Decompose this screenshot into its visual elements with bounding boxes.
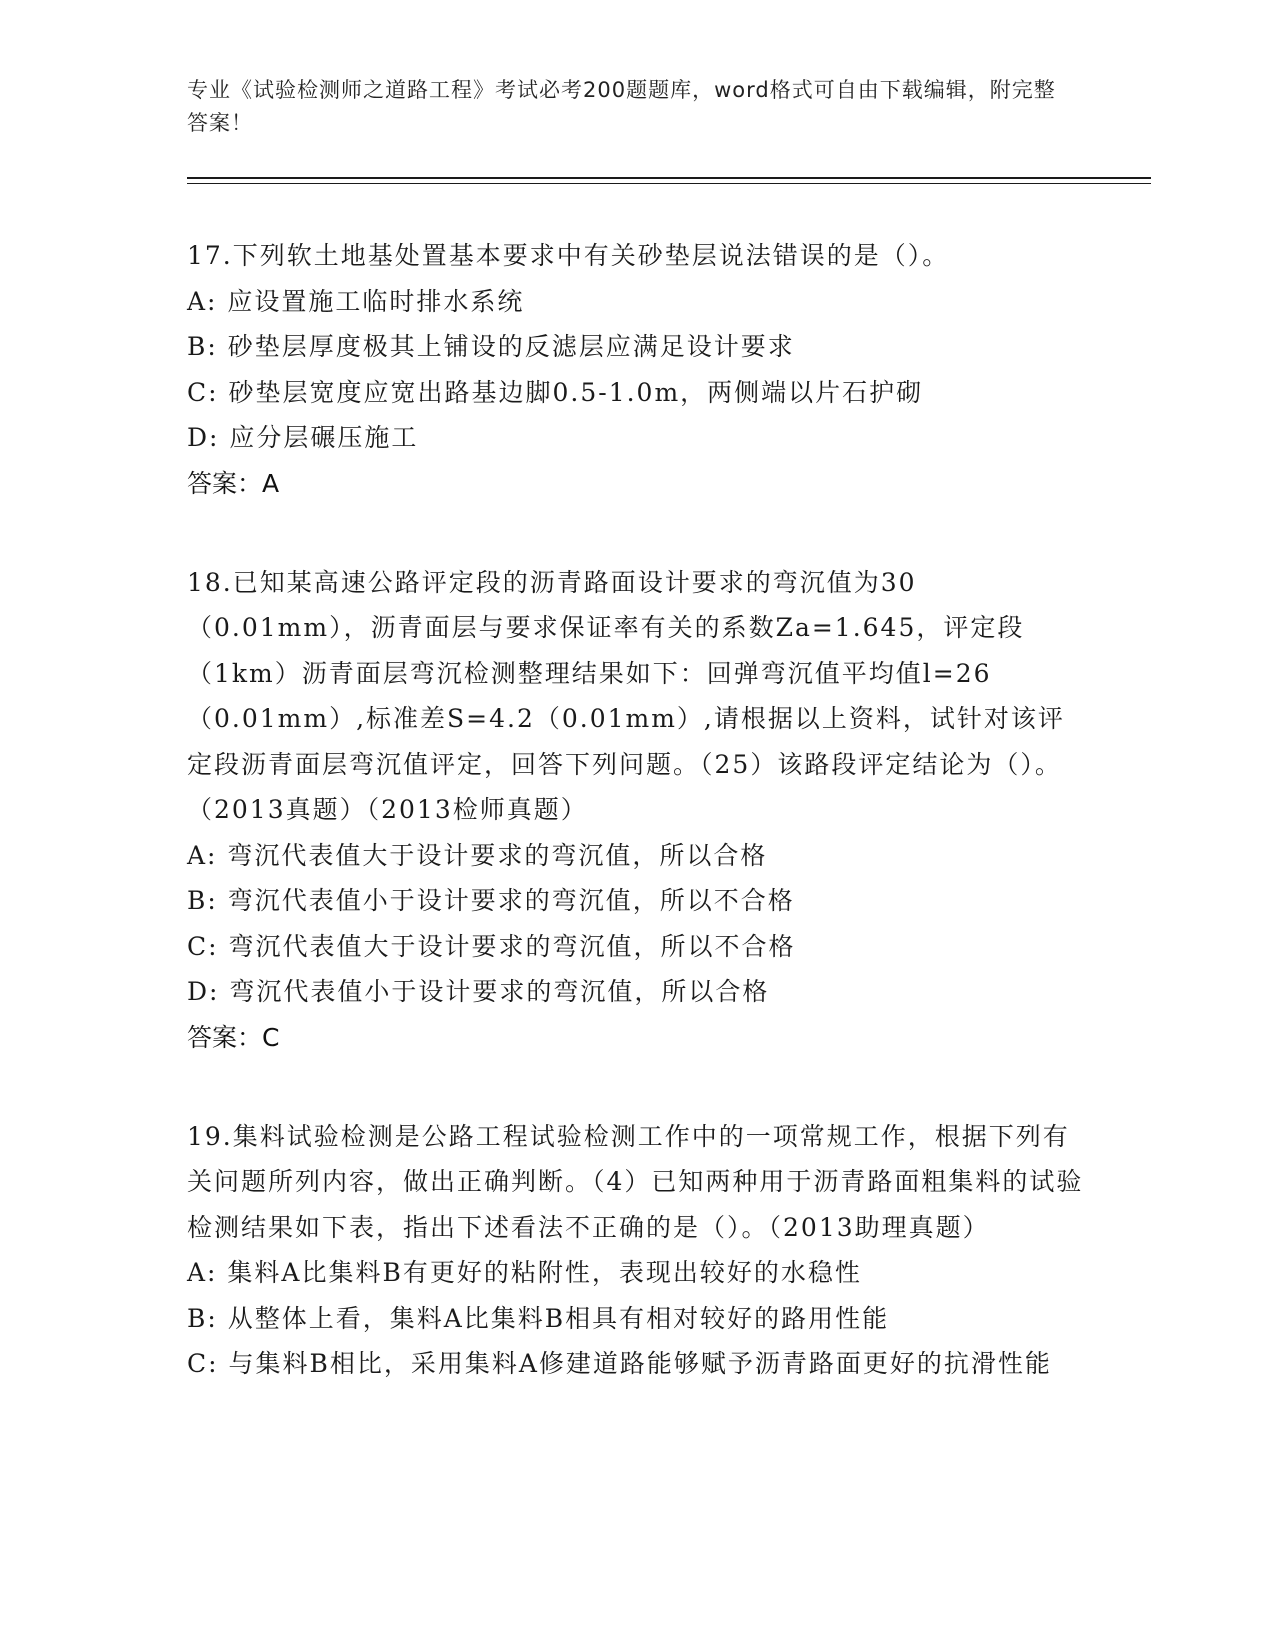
option-a: A: 集料A比集料B有更好的粘附性，表现出较好的水稳性 bbox=[187, 1258, 862, 1287]
option-c: C: 弯沉代表值大于设计要求的弯沉值，所以不合格 bbox=[187, 931, 796, 961]
option-a: A: 弯沉代表值大于设计要求的弯沉值，所以合格 bbox=[187, 840, 768, 870]
header-divider-thin bbox=[187, 183, 1151, 184]
question-stem: 19.集料试验检测是公路工程试验检测工作中的一项常规工作，根据下列有关问题所列内容，做出正确判断。（4）已知两种用于沥青路面粗集料的试验检测结果如下表，指出下述看法不正确的是（）。（2013助理真题） bbox=[187, 1121, 1084, 1242]
answer-line: 答案：C bbox=[187, 1022, 280, 1052]
question-18 bbox=[187, 560, 1087, 1060]
option-d: D: 弯沉代表值小于设计要求的弯沉值，所以合格 bbox=[187, 977, 770, 1006]
option-b: B: 砂垫层厚度极其上铺设的反滤层应满足设计要求 bbox=[187, 332, 795, 361]
question-19 bbox=[187, 1114, 1087, 1387]
question-stem: 18.已知某高速公路评定段的沥青路面设计要求的弯沉值为30（0.01mm），沥青面层与要求保证率有关的系数Za=1.645，评定段（1km）沥青面层弯沉检测整理结果如下：回弹弯沉值平均值l=26（0.01mm）,标准差S=4.2（0.01mm）,请根据以上资料，试针对该评定段沥青面层弯沉值评定，回答下列问题。（25）该路段评定结论为（）。（2013真题）（2013检师真题） bbox=[187, 567, 1065, 824]
option-c: C: 砂垫层宽度应宽出路基边脚0.5-1.0m，两侧端以片石护砌 bbox=[187, 377, 924, 407]
option-a: A: 应设置施工临时排水系统 bbox=[187, 286, 525, 316]
question-list bbox=[187, 233, 1087, 1441]
option-b: B: 从整体上看，集料A比集料B相具有相对较好的路用性能 bbox=[187, 1303, 890, 1333]
option-d: D: 应分层碾压施工 bbox=[187, 423, 419, 452]
option-c: C: 与集料B相比，采用集料A修建道路能够赋予沥青路面更好的抗滑性能 bbox=[187, 1349, 1052, 1378]
header-divider-thick bbox=[187, 177, 1151, 179]
option-b: B: 弯沉代表值小于设计要求的弯沉值，所以不合格 bbox=[187, 886, 795, 915]
question-17 bbox=[187, 233, 1087, 506]
answer-line: 答案：A bbox=[187, 468, 280, 498]
document-header: 专业《试验检测师之道路工程》考试必考200题题库，word格式可自由下载编辑，附完整答案！ bbox=[187, 78, 1056, 135]
question-stem: 17.下列软土地基处置基本要求中有关砂垫层说法错误的是（）。 bbox=[187, 241, 950, 270]
